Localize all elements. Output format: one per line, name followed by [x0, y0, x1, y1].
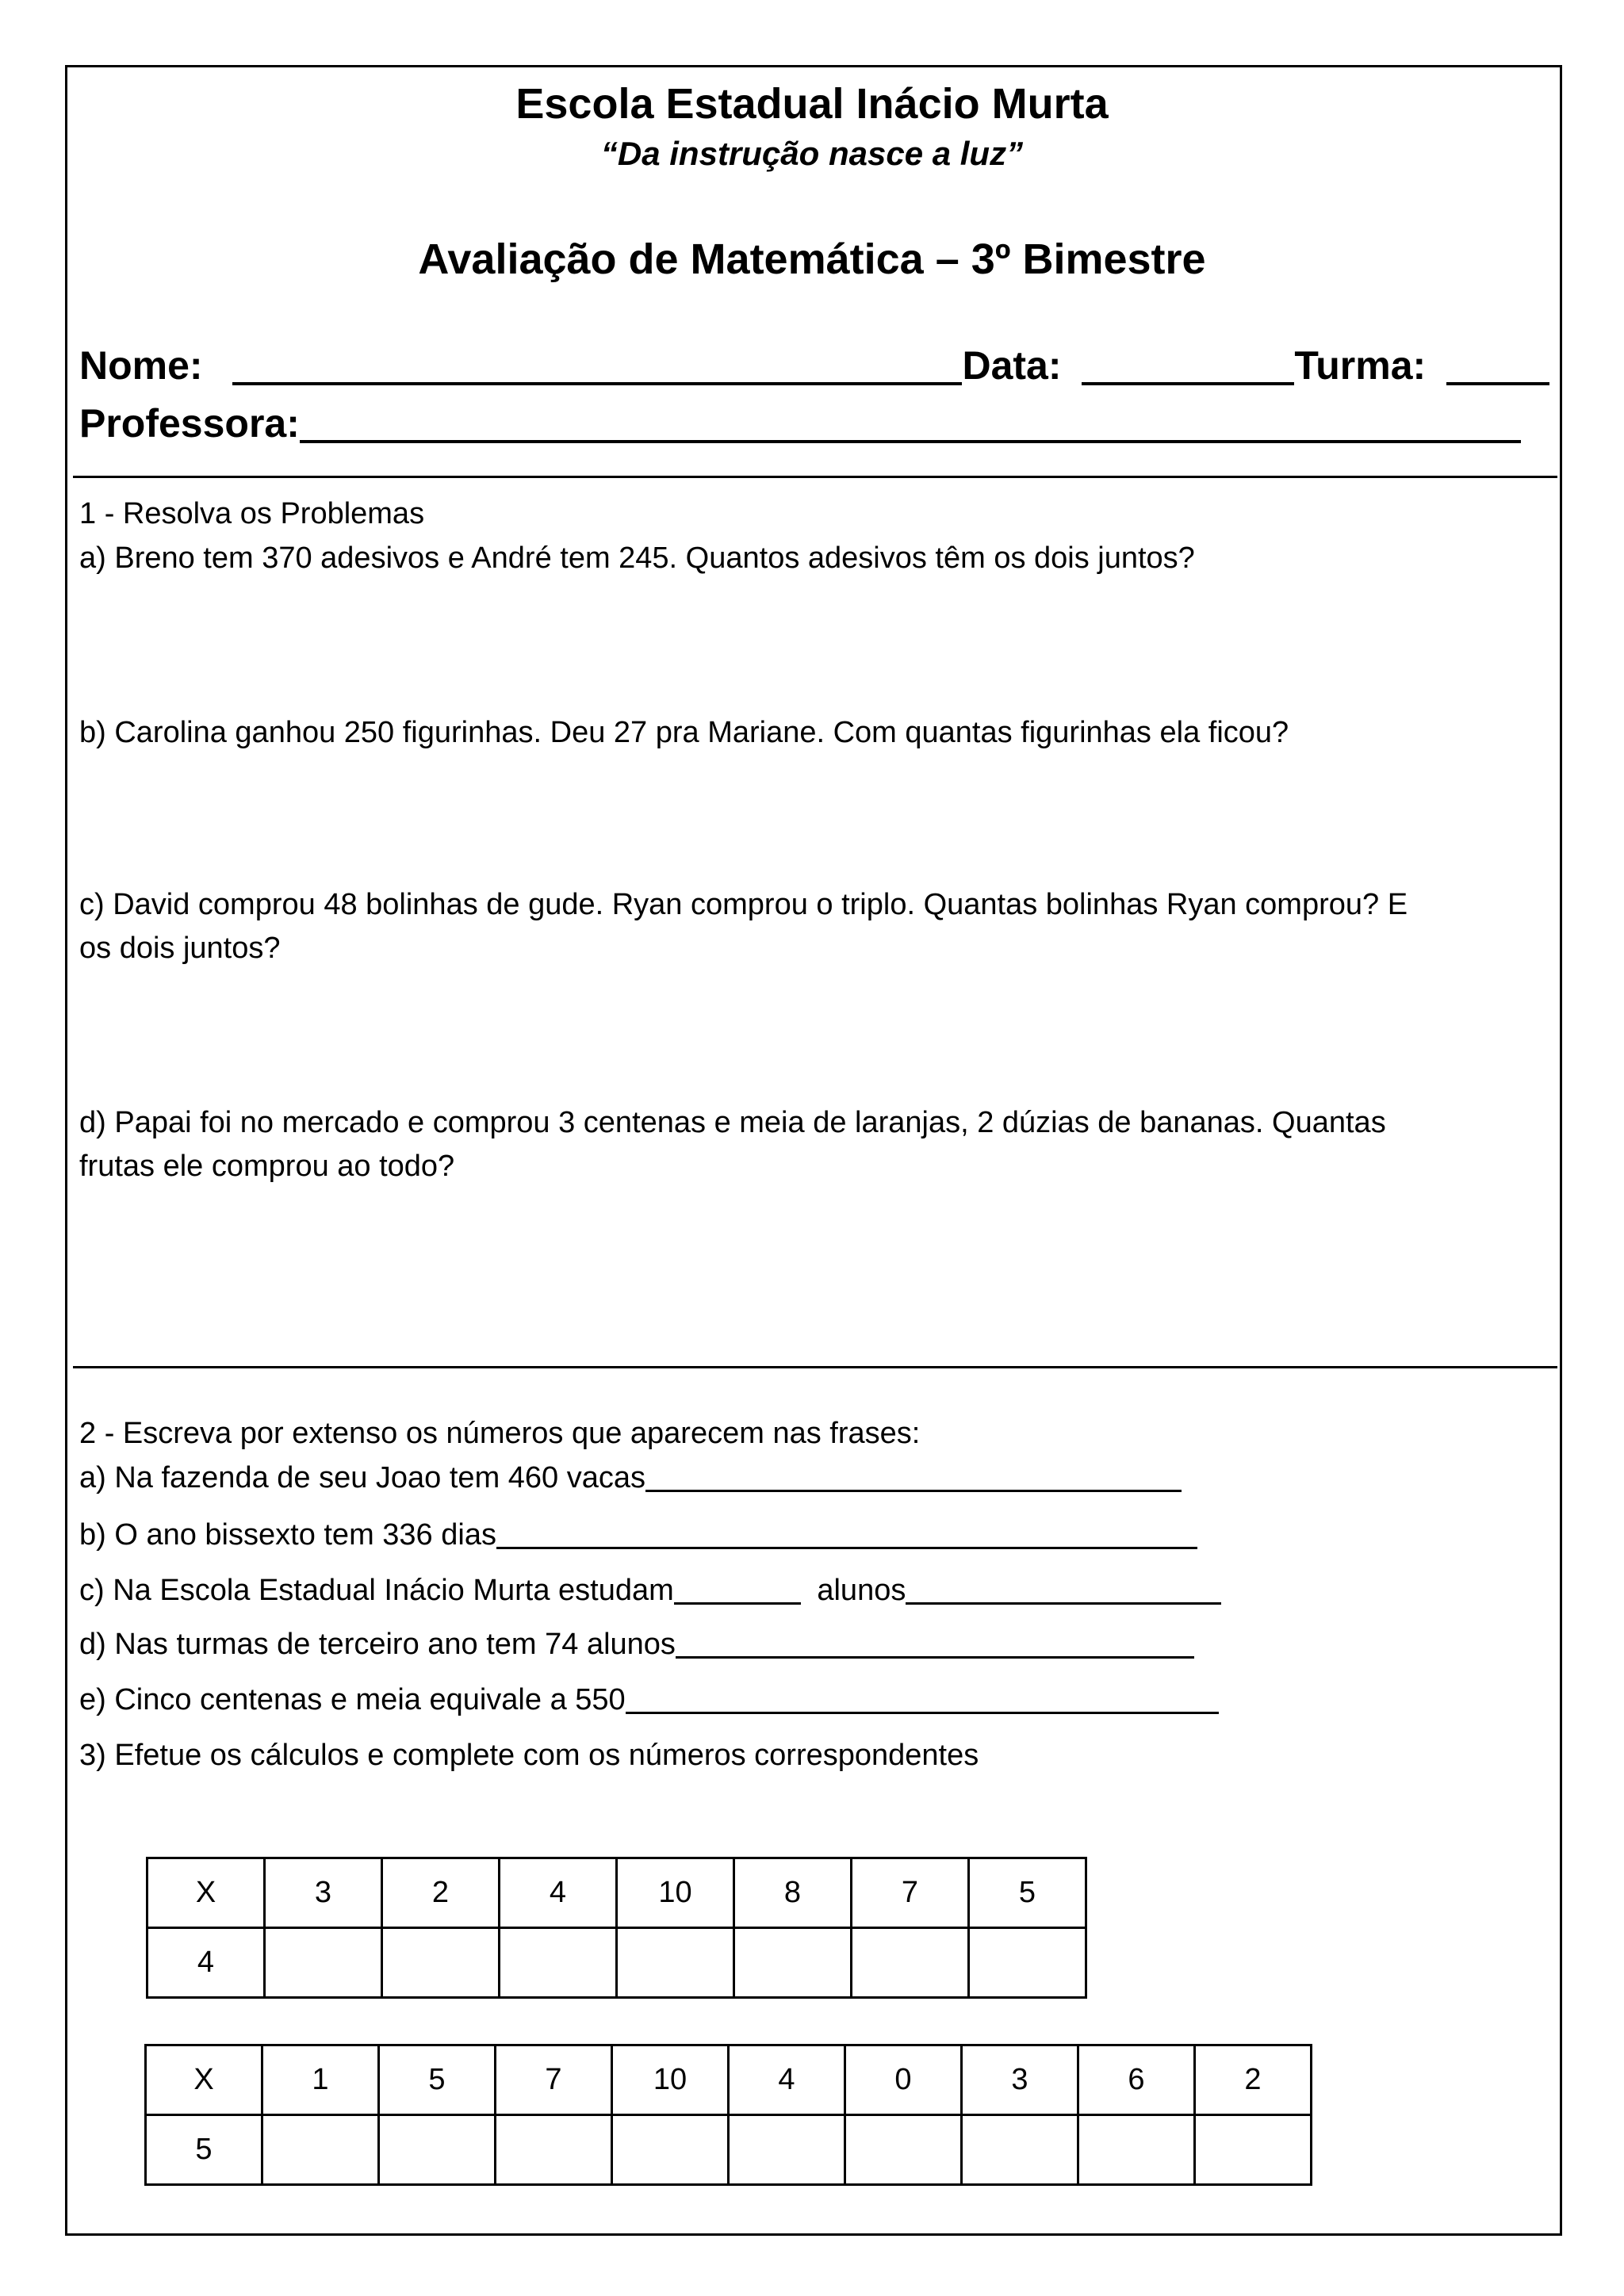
answer-cell[interactable]	[969, 1928, 1086, 1998]
question-2b-text: b) O ano bissexto tem 336 dias	[79, 1518, 496, 1552]
question-2d-text: d) Nas turmas de terceiro ano tem 74 alunos	[79, 1628, 676, 1661]
question-2c-text: c) Na Escola Estadual Inácio Murta estudam	[79, 1574, 674, 1607]
table-answer-row	[147, 1928, 1086, 1998]
question-2a-text: a) Na fazenda de seu Joao tem 460 vacas	[79, 1461, 646, 1494]
question-1c-line1: c) David comprou 48 bolinhas de gude. Ryan comprou o triplo. Quantas bolinhas Ryan comprou? E	[79, 888, 1408, 921]
name-label: Nome:	[79, 343, 203, 388]
table-cell: 3	[265, 1858, 382, 1928]
answer-2a-line[interactable]	[645, 1466, 1182, 1492]
question-2a	[79, 1456, 1538, 1500]
question-2e	[79, 1678, 1538, 1722]
answer-2c-line[interactable]	[906, 1578, 1221, 1605]
answer-2d-line[interactable]	[676, 1632, 1194, 1659]
multiplication-table-5	[144, 2044, 1312, 2186]
answer-cell[interactable]	[1078, 2115, 1195, 2185]
table-cell: 10	[617, 1858, 734, 1928]
answer-cell[interactable]	[496, 2115, 612, 2185]
answer-cell[interactable]	[500, 1928, 617, 1998]
table-cell: 10	[612, 2045, 729, 2115]
class-field[interactable]	[1446, 350, 1549, 385]
answer-cell[interactable]	[734, 1928, 852, 1998]
answer-cell[interactable]	[729, 2115, 845, 2185]
table-cell: 5	[969, 1858, 1086, 1928]
question-2c	[79, 1568, 1538, 1613]
section3-heading: 3) Efetue os cálculos e complete com os números correspondentes	[79, 1739, 979, 1772]
question-1b: b) Carolina ganhou 250 figurinhas. Deu 27 pra Mariane. Com quantas figurinhas ela ficou?	[79, 716, 1289, 749]
table-cell: 4	[500, 1858, 617, 1928]
question-1a: a) Breno tem 370 adesivos e André tem 245. Quantos adesivos têm os dois juntos?	[79, 541, 1195, 575]
date-field[interactable]	[1082, 350, 1294, 385]
table-cell: 1	[262, 2045, 379, 2115]
answer-2b-line[interactable]	[496, 1523, 1197, 1549]
teacher-fields-row	[79, 400, 1538, 446]
table-cell: 0	[845, 2045, 962, 2115]
section-divider	[73, 1366, 1557, 1368]
table-cell: 2	[382, 1858, 500, 1928]
table-cell: 5	[146, 2115, 262, 2185]
school-motto: “Da instrução nasce a luz”	[600, 135, 1024, 172]
answer-cell[interactable]	[617, 1928, 734, 1998]
answer-cell[interactable]	[262, 2115, 379, 2185]
section1-heading: 1 - Resolva os Problemas	[79, 497, 425, 530]
table-cell: X	[146, 2045, 262, 2115]
answer-cell[interactable]	[845, 2115, 962, 2185]
answer-cell[interactable]	[265, 1928, 382, 1998]
teacher-label: Professora:	[79, 401, 300, 446]
table-header-row	[146, 2045, 1312, 2115]
answer-cell[interactable]	[962, 2115, 1078, 2185]
answer-cell[interactable]	[852, 1928, 969, 1998]
student-fields-row	[79, 342, 1538, 388]
table-header-row	[147, 1858, 1086, 1928]
table-cell: 7	[852, 1858, 969, 1928]
class-label: Turma:	[1294, 343, 1427, 388]
evaluation-title: Avaliação de Matemática – 3º Bimestre	[418, 235, 1206, 283]
table-cell: X	[147, 1858, 265, 1928]
question-2d	[79, 1622, 1538, 1667]
section-divider	[73, 476, 1557, 478]
table-cell: 4	[147, 1928, 265, 1998]
answer-cell[interactable]	[382, 1928, 500, 1998]
question-2e-text: e) Cinco centenas e meia equivale a 550	[79, 1683, 626, 1716]
table-cell: 2	[1195, 2045, 1312, 2115]
question-1d-line1: d) Papai foi no mercado e comprou 3 centenas e meia de laranjas, 2 dúzias de bananas. Quantas	[79, 1106, 1386, 1139]
table-cell: 3	[962, 2045, 1078, 2115]
teacher-field[interactable]	[300, 408, 1521, 443]
date-label: Data:	[962, 343, 1062, 388]
table-cell: 6	[1078, 2045, 1195, 2115]
question-2c-alunos: alunos	[817, 1574, 906, 1607]
answer-2e-line[interactable]	[626, 1688, 1219, 1714]
name-field[interactable]	[232, 350, 962, 385]
answer-cell[interactable]	[1195, 2115, 1312, 2185]
table-cell: 5	[379, 2045, 496, 2115]
answer-cell[interactable]	[379, 2115, 496, 2185]
question-1c-line2: os dois juntos?	[79, 932, 281, 965]
answer-2c-number-line[interactable]	[674, 1578, 801, 1605]
table-answer-row	[146, 2115, 1312, 2185]
question-2b	[79, 1513, 1538, 1557]
question-1d-line2: frutas ele comprou ao todo?	[79, 1150, 455, 1183]
school-name: Escola Estadual Inácio Murta	[515, 80, 1109, 128]
table-cell: 7	[496, 2045, 612, 2115]
multiplication-table-4	[146, 1857, 1087, 1999]
section2-heading: 2 - Escreva por extenso os números que aparecem nas frases:	[79, 1417, 921, 1450]
answer-cell[interactable]	[612, 2115, 729, 2185]
table-cell: 8	[734, 1858, 852, 1928]
table-cell: 4	[729, 2045, 845, 2115]
